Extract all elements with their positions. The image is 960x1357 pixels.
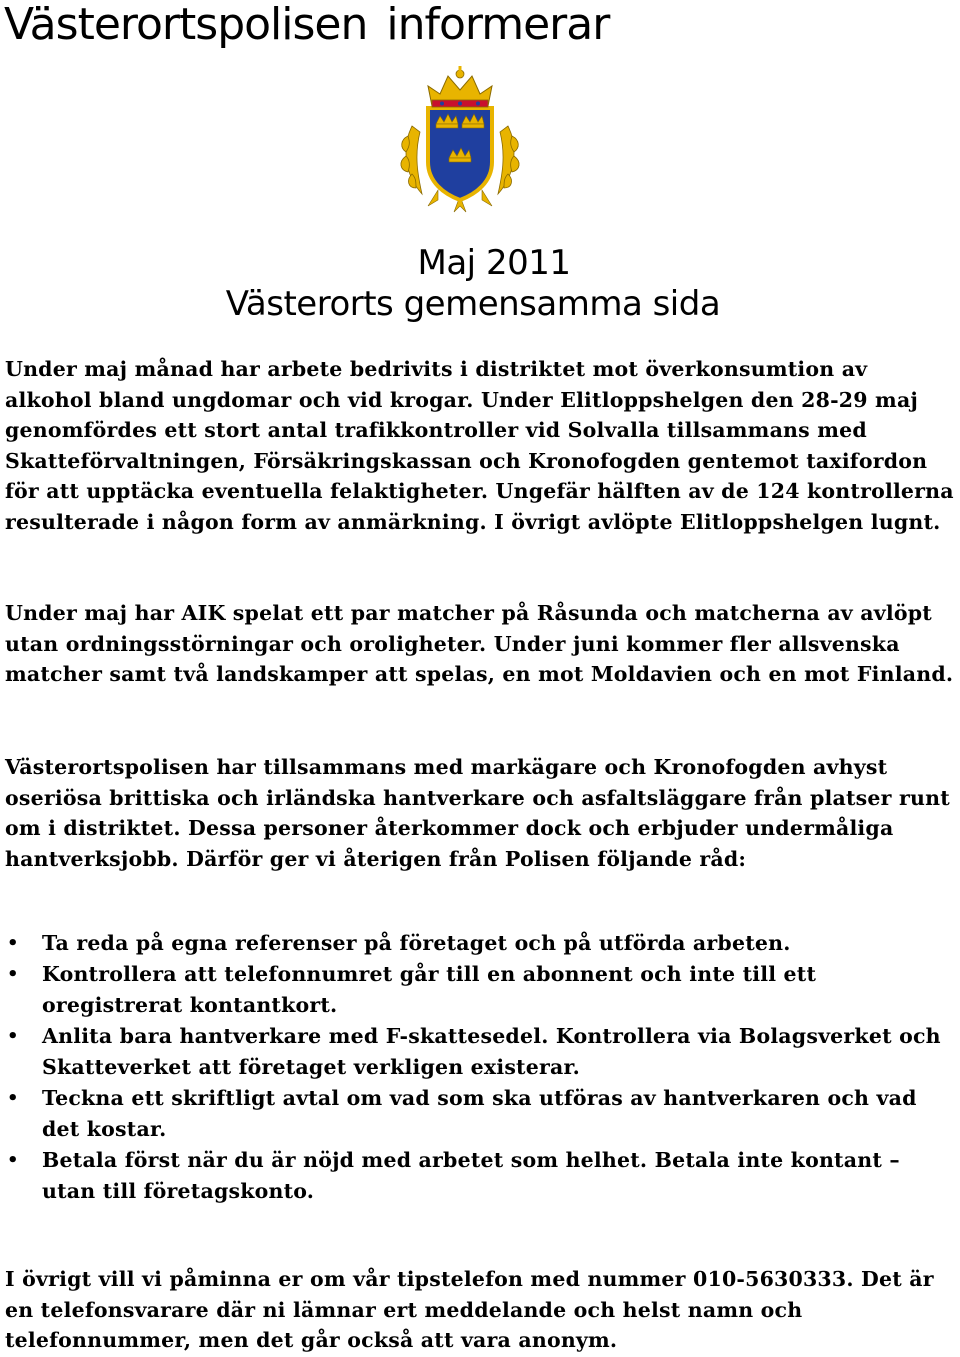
police-emblem <box>398 66 522 216</box>
wreath-left <box>401 126 422 194</box>
paragraph-tip-phone: I övrigt vill vi påminna er om vår tipstelefon med nummer 010-5630333. Det är en telefonsvarare där ni lämnar ert meddelande och helst namn och telefonnummer, men det går också att vara anonym. <box>5 1267 934 1352</box>
list-item <box>5 928 957 959</box>
paragraph-elitloppet: Under maj månad har arbete bedrivits i distriktet mot överkonsumtion av alkohol bland ungdomar och vid krogar. Under Elitloppshelgen den 28-29 maj genomfördes ett stort antal trafikkontroller vid Solvalla tillsammans med Skatteförvaltningen, Försäkringskassan och Kronofogden gentemot taxifordon för att upptäcka eventuella felaktigheter. Ungefär hälften av de 124 kontrollerna resulterade i någon form av anmärkning. I övrigt avlöpte Elitloppshelgen lugnt. <box>5 357 954 534</box>
paragraph-aik: Under maj har AIK spelat ett par matcher på Råsunda och matcherna av avlöpt utan ordningsstörningar och oroligheter. Under juni kommer fler allsvenska matcher samt två landskamper att spelas, en mot Moldavien och en mot Finland. <box>5 601 954 686</box>
subtitle-date: Maj 2011 <box>417 243 571 283</box>
bullet-icon: • <box>7 1088 19 1109</box>
list-item-text: Teckna ett skriftligt avtal om vad som ska utföras av hantverkaren och vad det kostar. <box>42 1086 917 1141</box>
bullet-icon: • <box>7 1026 19 1047</box>
bullet-icon: • <box>7 933 19 954</box>
bullet-icon: • <box>7 964 19 985</box>
list-item <box>5 959 957 1021</box>
advice-list <box>5 928 957 1207</box>
page-title: Västerortspolisen informerar <box>4 0 610 50</box>
list-item-text: Kontrollera att telefonnumret går till en abonnent och inte till ett oregistrerat kontantkort. <box>42 962 817 1017</box>
wreath-right <box>498 126 519 194</box>
paragraph-craftsmen: Västerortspolisen har tillsammans med markägare och Kronofogden avhyst oseriösa brittiska och irländska hantverkare och asfaltsläggare från platser runt om i distriktet. Dessa personer återkommer dock och erbjuder undermåliga hantverksjobb. Därför ger vi återigen från Polisen följande råd: <box>5 755 950 871</box>
bullet-icon: • <box>7 1150 19 1171</box>
list-item <box>5 1083 957 1145</box>
subtitle-section: Västerorts gemensamma sida <box>225 284 721 324</box>
list-item-text: Anlita bara hantverkare med F-skattesedel. Kontrollera via Bolagsverket och Skatteverket att företaget verkligen existerar. <box>42 1024 941 1079</box>
list-item-text: Betala först när du är nöjd med arbetet som helhet. Betala inte kontant – utan till företagskonto. <box>42 1148 900 1203</box>
list-item <box>5 1145 957 1207</box>
royal-crown <box>428 66 492 107</box>
list-item <box>5 1021 957 1083</box>
list-item-text: Ta reda på egna referenser på företaget och på utförda arbeten. <box>42 931 791 955</box>
